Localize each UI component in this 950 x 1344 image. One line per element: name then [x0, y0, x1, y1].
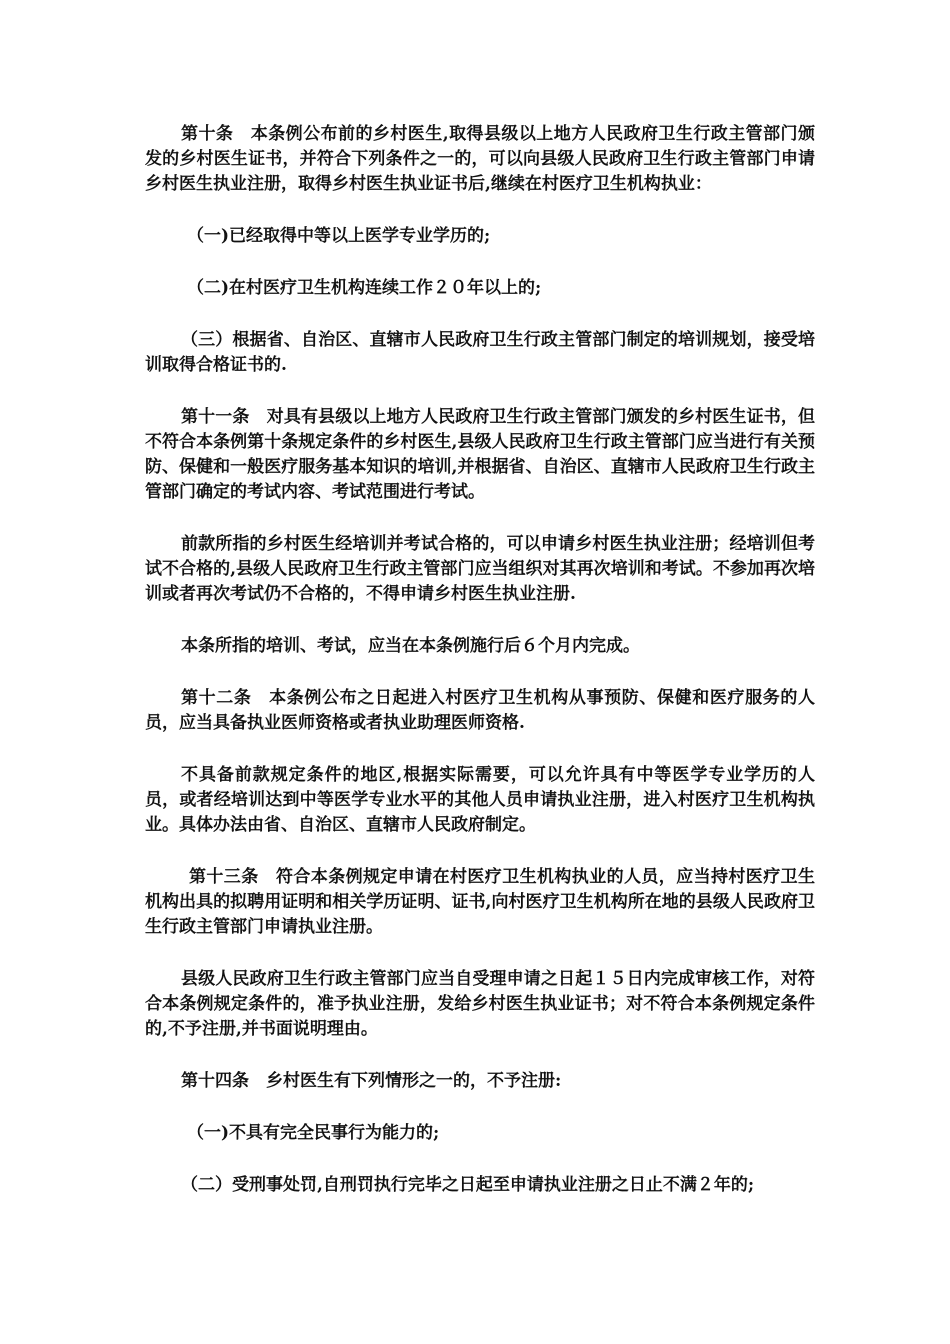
article-13: 第十三条 符合本条例规定申请在村医疗卫生机构执业的人员，应当持村医疗卫生机构出具的拟聘用证明和相关学历证明、证书,向村医疗卫生机构所在地的县级人民政府卫生行政主管部门申请执业注册。: [145, 867, 815, 937]
article-10: 第十条 本条例公布前的乡村医生,取得县级以上地方人民政府卫生行政主管部门颁发的乡村医生证书，并符合下列条件之一的，可以向县级人民政府卫生行政主管部门申请乡村医生执业注册，取得乡村医生执业证书后,继续在村医疗卫生机构执业：: [145, 124, 815, 194]
article-10-item-3: （三）根据省、自治区、直辖市人民政府卫生行政主管部门制定的培训规划，接受培训取得合格证书的.: [145, 330, 815, 375]
document-body: [145, 122, 815, 1198]
article-10-item-1: （一)已经取得中等以上医学专业学历的;: [187, 226, 491, 246]
article-12: 第十二条 本条例公布之日起进入村医疗卫生机构从事预防、保健和医疗服务的人员，应当具备执业医师资格或者执业助理医师资格.: [145, 688, 815, 733]
article-11-paragraph-2: 前款所指的乡村医生经培训并考试合格的，可以申请乡村医生执业注册；经培训但考试不合格的,县级人民政府卫生行政主管部门应当组织对其再次培训和考试。不参加再次培训或者再次考试仍不合格的，不得申请乡村医生执业注册.: [145, 534, 815, 604]
article-11: 第十一条 对具有县级以上地方人民政府卫生行政主管部门颁发的乡村医生证书，但不符合本条例第十条规定条件的乡村医生,县级人民政府卫生行政主管部门应当进行有关预防、保健和一般医疗服务基本知识的培训,并根据省、自治区、直辖市人民政府卫生行政主管部门确定的考试内容、考试范围进行考试。: [145, 407, 815, 502]
article-14-item-2: （二）受刑事处罚,自刑罚执行完毕之日起至申请执业注册之日止不满２年的;: [181, 1175, 755, 1195]
article-14: 第十四条 乡村医生有下列情形之一的，不予注册:: [181, 1071, 562, 1091]
article-13-paragraph-2: 县级人民政府卫生行政主管部门应当自受理申请之日起１５日内完成审核工作，对符合本条例规定条件的，准予执业注册，发给乡村医生执业证书；对不符合本条例规定条件的,不予注册,并书面说明理由。: [145, 969, 815, 1039]
article-11-paragraph-3: 本条所指的培训、考试，应当在本条例施行后６个月内完成。: [181, 636, 640, 656]
article-10-item-2: （二)在村医疗卫生机构连续工作２０年以上的;: [187, 278, 542, 298]
article-12-paragraph-2: 不具备前款规定条件的地区,根据实际需要，可以允许具有中等医学专业学历的人员，或者经培训达到中等医学专业水平的其他人员申请执业注册，进入村医疗卫生机构执业。具体办法由省、自治区、直辖市人民政府制定。: [145, 765, 815, 835]
article-14-item-1: （一)不具有完全民事行为能力的;: [187, 1123, 440, 1143]
